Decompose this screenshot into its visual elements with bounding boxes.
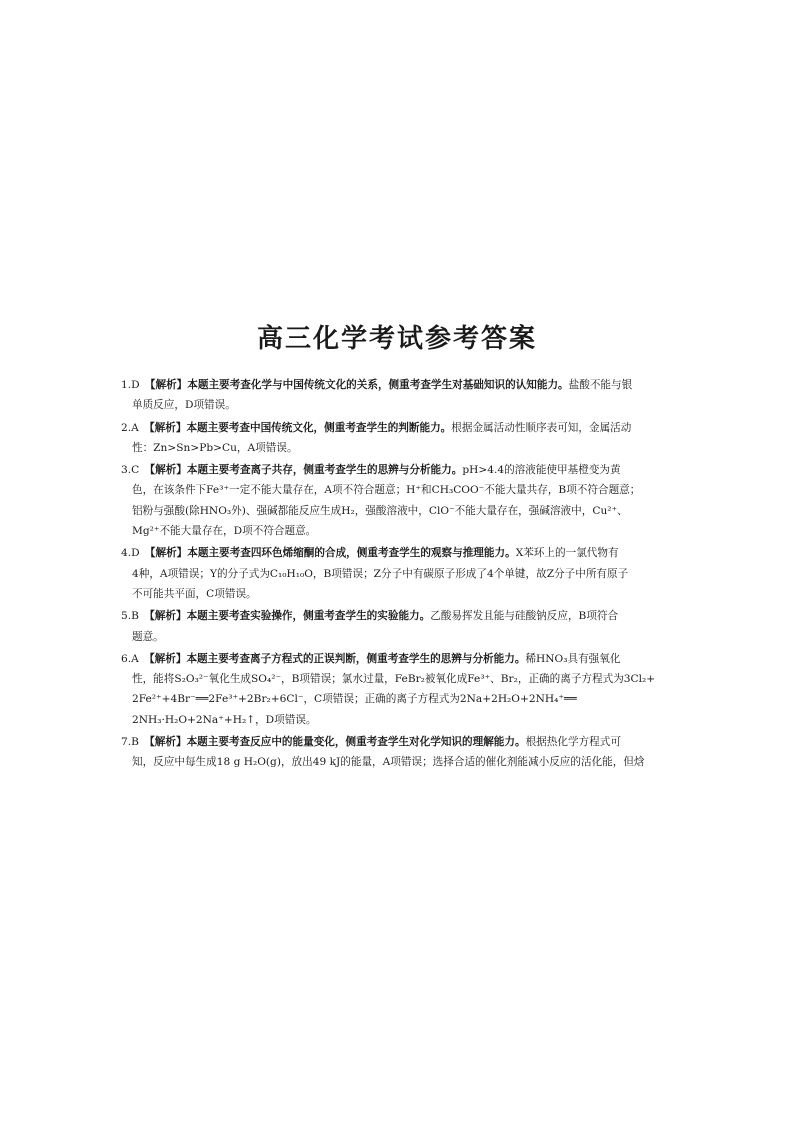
answer-line: 单质反应，D项错误。	[132, 399, 236, 412]
answer-line: 色，在该条件下Fe³⁺一定不能大量存在，A项不符合题意；H⁺和CH₃COO⁻不能大量共存，B项不符合题意；	[132, 484, 641, 497]
answer-item	[121, 460, 669, 541]
answer-item	[121, 375, 669, 416]
answer-text: 盐酸不能与银	[568, 379, 633, 391]
answer-line: 题意。	[132, 630, 164, 643]
answer-text: 稀HNO₃具有强氧化	[525, 652, 621, 665]
answer-line: 2NH₃·H₂O+2Na⁺+H₂↑，D项错误。	[132, 713, 317, 726]
page-title: 高三化学考试参考答案	[256, 324, 537, 354]
answer-text: pH>4.4的溶液能使甲基橙变为黄	[462, 464, 621, 477]
answer-text: 乙酸易挥发且能与硅酸钠反应，B项符合	[430, 610, 619, 623]
answer-line: 4种，A项错误；Y的分子式为C₁₀H₁₀O，B项错误；Z分子中有碳原子形成了4个单键，故Z分子中所有原子	[132, 567, 629, 580]
answer-line: 性：Zn>Sn>Pb>Cu，A项错误。	[132, 441, 298, 454]
analysis-tag: 【解析】	[144, 610, 187, 623]
answer-number: 1.D	[121, 379, 140, 391]
answer-line: 2Fe²⁺+4Br⁻══2Fe³⁺+2Br₂+6Cl⁻，C项错误；正确的离子方程式为2Na+2H₂O+2NH₄⁺══	[132, 693, 577, 706]
answer-line	[121, 606, 669, 626]
answer-line	[121, 375, 669, 395]
answer-line	[121, 418, 669, 438]
answer-number: 7.B	[121, 736, 139, 749]
answer-item	[121, 418, 669, 459]
analysis-tag: 【解析】	[144, 421, 187, 434]
answer-lead: 本题主要考查实验操作，侧重考查学生的实验能力。	[186, 610, 431, 623]
answer-text: 根据金属活动性顺序表可知，金属活动	[451, 421, 632, 434]
answer-lead: 本题主要考查离子方程式的正误判断，侧重考查学生的思辨与分析能力。	[186, 652, 526, 665]
answer-number: 2.A	[121, 421, 139, 434]
answer-item	[121, 606, 669, 647]
answer-item	[121, 649, 669, 730]
answer-number: 5.B	[121, 610, 139, 623]
answer-number: 4.D	[121, 547, 140, 560]
answer-item	[121, 732, 669, 773]
answer-line: 铝粉与强酸(除HNO₃外)、强碱都能反应生成H₂，强酸溶液中，ClO⁻不能大量存在，强碱溶液中，Cu²⁺、	[132, 504, 628, 517]
answer-list	[121, 375, 669, 775]
analysis-tag: 【解析】	[144, 736, 187, 749]
answer-lead: 本题主要考查反应中的能量变化，侧重考查学生对化学知识的理解能力。	[186, 736, 526, 749]
answer-lead: 本题主要考查中国传统文化，侧重考查学生的判断能力。	[186, 421, 452, 434]
answer-text: 根据热化学方程式可	[525, 736, 621, 749]
answer-line: 不可能共平面，C项错误。	[132, 587, 257, 600]
analysis-tag: 【解析】	[144, 464, 187, 477]
answer-number: 3.C	[121, 464, 140, 477]
answer-text: X苯环上的一氯代物有	[515, 547, 619, 560]
answer-line	[121, 543, 669, 563]
answer-line: Mg²⁺不能大量存在，D项不符合题意。	[132, 525, 317, 538]
answer-line	[121, 649, 669, 669]
answer-line	[121, 732, 669, 752]
answer-item	[121, 543, 669, 604]
analysis-tag: 【解析】	[144, 652, 187, 665]
answer-line: 知，反应中每生成18 g H₂O(g)，放出49 kJ的能量，A项错误；选择合适的催化剂能减小反应的活化能，但焓	[132, 756, 645, 769]
answer-line	[121, 460, 669, 480]
answer-lead: 本题主要考查化学与中国传统文化的关系，侧重考查学生对基础知识的认知能力。	[187, 379, 569, 391]
analysis-tag: 【解析】	[144, 547, 188, 560]
answer-lead: 本题主要考查离子共存，侧重考查学生的思辨与分析能力。	[186, 464, 463, 477]
answer-line: 性，能将S₂O₃²⁻氧化生成SO₄²⁻，B项错误；氯水过量，FeBr₂被氧化成Fe³⁺、Br₂，正确的离子方程式为3Cl₂+	[132, 673, 656, 686]
answer-lead: 本题主要考查四环色烯缩酮的合成，侧重考查学生的观察与推理能力。	[187, 547, 516, 560]
answer-number: 6.A	[121, 652, 139, 665]
analysis-tag: 【解析】	[144, 379, 188, 391]
